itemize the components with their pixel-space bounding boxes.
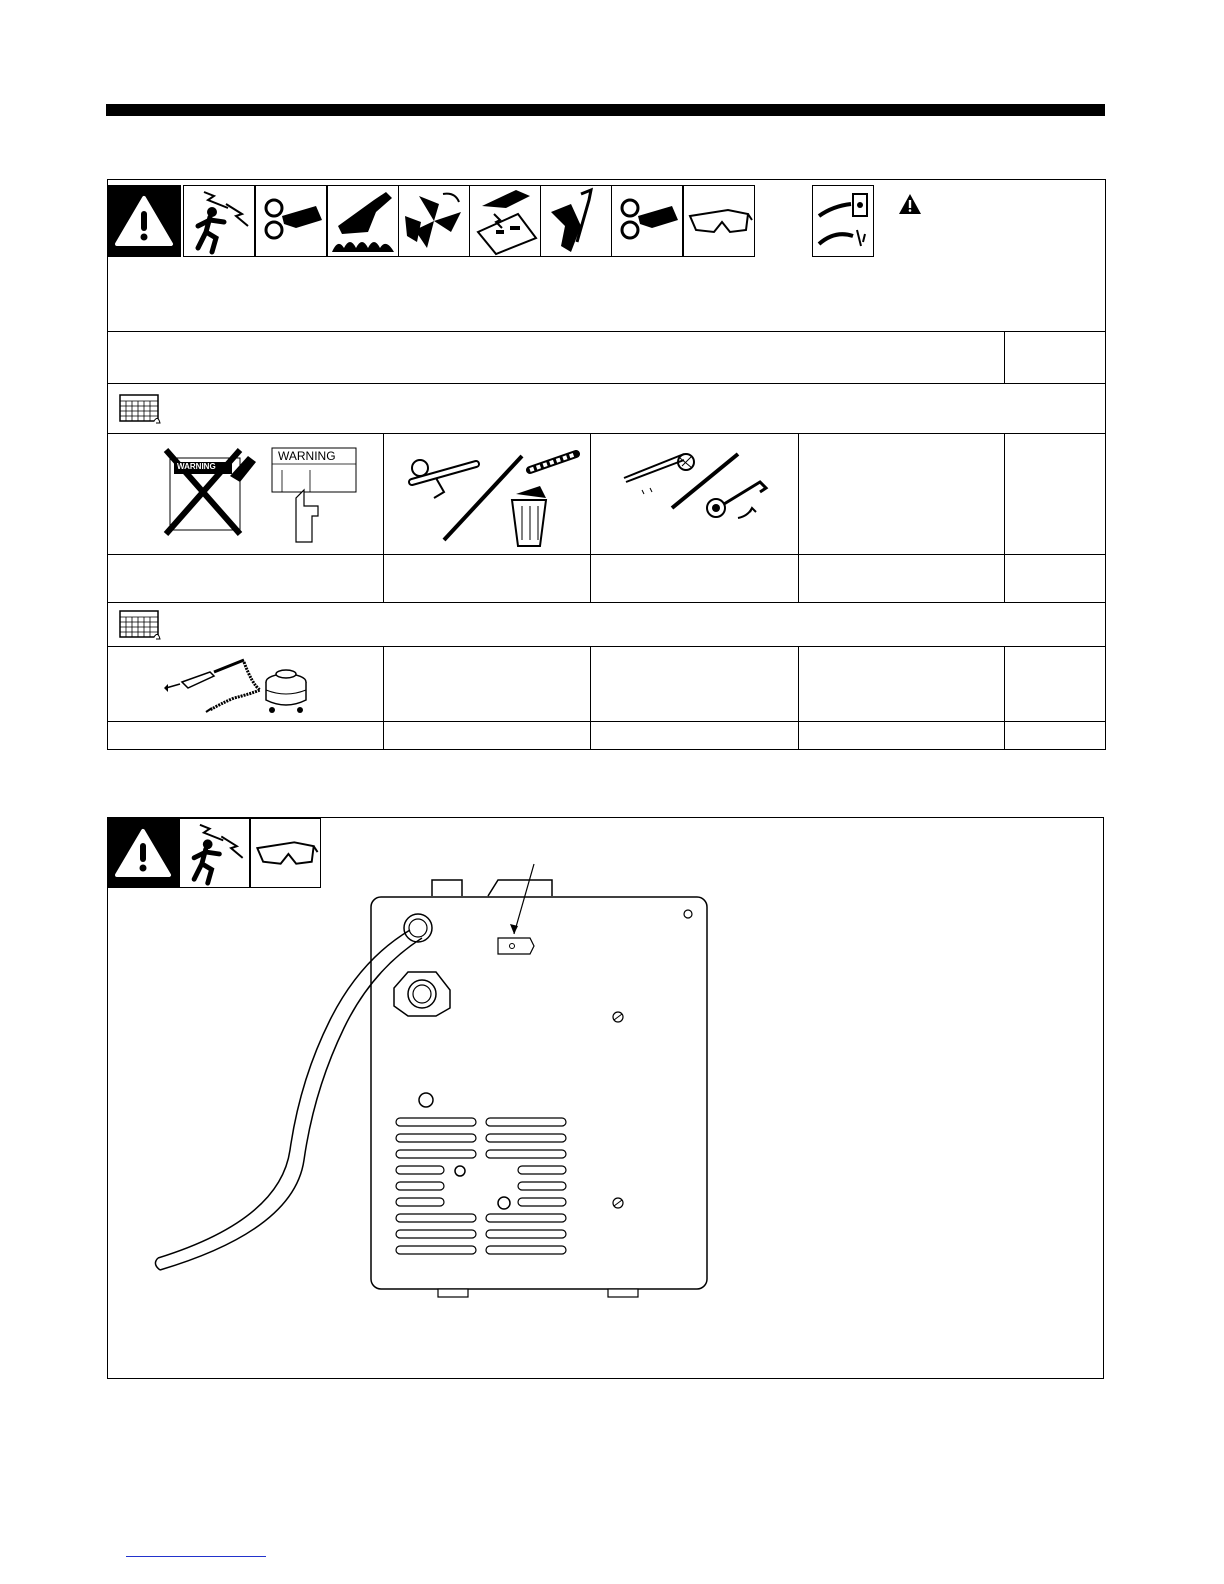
warning-sticker-text: WARNING	[177, 462, 216, 471]
hazardous-voltage-icon	[469, 185, 541, 257]
label-maintenance-illustration	[160, 446, 370, 546]
torch-blowout-illustration	[160, 654, 320, 718]
electric-shock-icon	[183, 185, 255, 257]
hot-parts-icon	[327, 185, 399, 257]
footer-link[interactable]	[126, 1556, 266, 1557]
fan-blade-icon	[398, 185, 470, 257]
calendar-icon	[118, 609, 162, 641]
calendar-icon	[118, 393, 162, 425]
section-header-bar	[106, 104, 1105, 116]
welder-unit-drawing	[150, 860, 720, 1300]
safety-glasses-icon	[683, 185, 755, 257]
warning-triangle-icon	[108, 185, 181, 257]
drive-rolls-icon	[611, 185, 683, 257]
hand-on-torch-icon	[540, 185, 612, 257]
moving-parts-icon	[255, 185, 327, 257]
warning-sticker-text: WARNING	[278, 449, 336, 463]
disconnect-power-icon	[812, 185, 874, 257]
cable-replace-illustration	[404, 450, 590, 550]
small-warning-icon	[898, 193, 922, 215]
clean-tighten-illustration	[620, 446, 770, 526]
